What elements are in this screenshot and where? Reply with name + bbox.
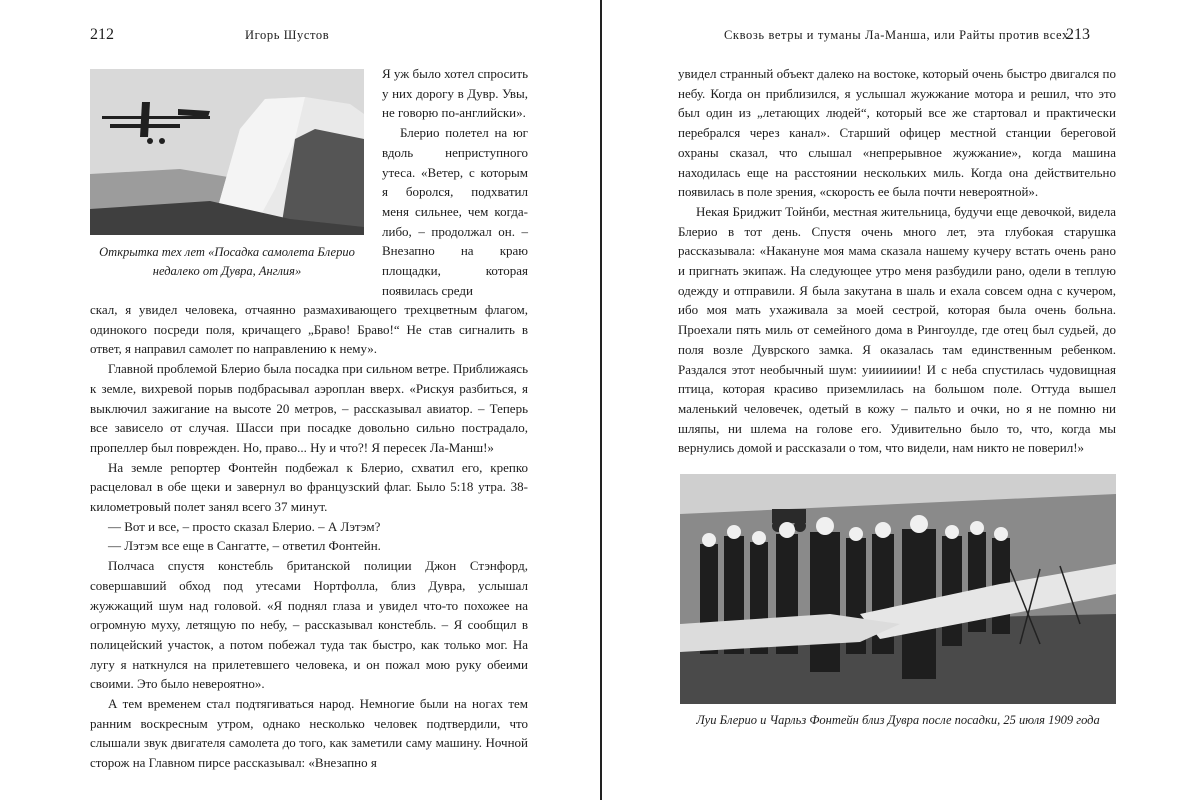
postcard-caption: Открытка тех лет «Посадка самолета Блерио недалеко от Дувра, Англия» xyxy=(99,245,355,278)
right-page xyxy=(604,0,1200,800)
right-running-head: Сквозь ветры и туманы Ла-Манша, или Райты против всех xyxy=(724,28,1069,42)
left-page-number: 212 xyxy=(90,26,114,43)
postcard-photo xyxy=(90,69,364,235)
right-main-text xyxy=(678,64,1116,458)
paragraph: Я уж было хотел спросить у них дорогу в Дувр. Увы, не говорю по-английски». xyxy=(382,66,528,121)
paragraph: скал, я увидел человека, отчаянно размахивающего трехцветным флагом, одинокого посреди поля, кричащего „Браво! Браво!“ Не став сигналить в ответ, я направил самолет по направлению к нему». xyxy=(90,302,528,357)
postcard-illustration xyxy=(90,69,364,235)
photo-caption: Луи Блерио и Чарльз Фонтейн близ Дувра после посадки, 25 июля 1909 года xyxy=(696,713,1100,727)
main-text xyxy=(90,300,528,773)
landing-crowd-illustration xyxy=(680,474,1116,704)
dialogue-line: — Вот и все, – просто сказал Блерио. – А Лэтэм? xyxy=(108,518,381,534)
dialogue-line: — Лэтэм все еще в Сангатте, – ответил Фонтейн. xyxy=(108,538,381,554)
beside-image-text xyxy=(382,64,528,300)
paragraph: Блерио полетел на юг вдоль неприступного утеса. «Ветер, с которым я боролся, подхватил меня сильнее, чем когда-либо, – продолжал он. – Внезапно на краю площадки, которая появилась среди xyxy=(382,125,528,298)
left-running-head: Игорь Шустов xyxy=(245,28,330,42)
paragraph: На земле репортер Фонтейн подбежал к Блерио, схватил его, крепко расцеловал в обе щеки и завернул во французский флаг. Было 5:18 утра. 38-километровый полет занял всего 37 минут. xyxy=(90,459,528,515)
right-page-number: 213 xyxy=(1066,26,1090,43)
paragraph: Полчаса спустя констебль британской полиции Джон Стэнфорд, совершавший обход под утесами Нортфолла, близ Дувра, услышал жужжащий шум над головой. «Я поднял глаза и увидел что-то похожее на огромную муху, летящую по небу, – рассказывал констебль. – Я сообщил в полицейский участок, а потом побежал туда так быстро, как только мог. На лугу я наткнулся на прилетевшего человека, и он пожал мою руку обеими своими. Это было невероятно». xyxy=(90,558,528,692)
bleriot-fontaine-photo xyxy=(680,474,1116,704)
page-gutter xyxy=(600,0,602,800)
paragraph: Некая Бриджит Тойнби, местная жительница, будучи еще девочкой, видела Блерио в тот день. Спустя очень много лет, эта глубокая старушка рассказывала: «Накануне моя мама сказала нашему кучеру встать очень рано и пригнать экипаж. На следующее утро меня разбудили рано, одели в теплую одежду и отправили. Я была закутана в шаль и ехала совсем одна с кучером, ибо моя мать ухаживала за моей сестрой, которая была очень больна. Проехали пять миль от семейного дома в Рингоулде, где отец был судьей, до поля возле Дуврского замка. Я оказалась там единственным ребенком. Раздался этот необычный шум: уиииииии! И с неба спустилась чудовищная птица, которая красиво приземлилась на большом поле. Оттуда вышел маленький человечек, одетый в кожу – пальто и очки, но я не помню ни шляпы, ни шлема на голове его. Удивительно было то, что, когда мы вернулись домой и рассказали о том, что видели, нам никто не поверил!» xyxy=(678,203,1116,456)
paragraph: увидел странный объект далеко на востоке, который очень быстро двигался по небу. Когда он приблизился, я услышал жужжание мотора и решил, что это был один из „летающих людей“, который все же стартовал и практически перебрался через канал». Старший офицер местной станции береговой охраны сказал, что слышал «непрерывное жужжание», когда машина находилась еще на расстоянии нескольких миль. Когда она действительно появилась в поле зрения, «скорость ее была почти невероятной». xyxy=(678,66,1116,200)
paragraph: Главной проблемой Блерио была посадка при сильном ветре. Приближаясь к земле, вихревой порыв подбрасывал аэроплан вверх. «Рискуя разбиться, я выключил зажигание на высоте 20 метров, – рассказывал авиатор. – Теперь все зависело от случая. Шасси при посадке довольно сильно пострадало, пропеллер был поврежден. Но, право... Ну и что?! Я пересек Ла-Манш!» xyxy=(90,361,528,455)
paragraph: А тем временем стал подтягиваться народ. Немногие были на ногах тем ранним воскресным утром, однако несколько человек подтвердили, что слышали звук двигателя самолета до того, как заметили саму машину. Ночной сторож на Главном пирсе рассказывал: «Внезапно я xyxy=(90,696,528,771)
